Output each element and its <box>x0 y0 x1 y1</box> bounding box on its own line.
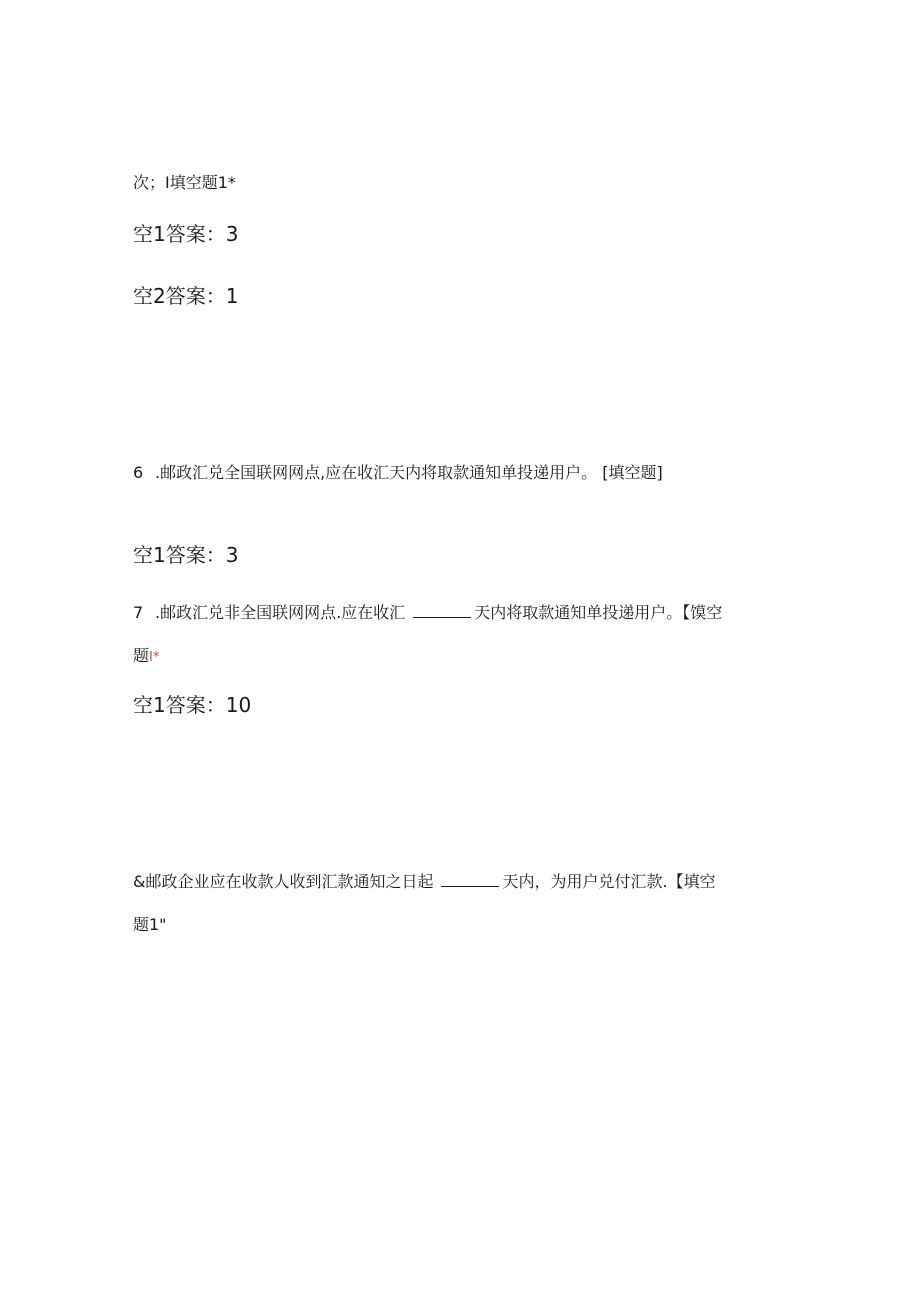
answer-q6-blank-1 <box>133 542 238 568</box>
answer-q5-blank-2 <box>133 283 238 309</box>
answer-blank <box>441 872 499 887</box>
question-8-continuation <box>133 915 167 935</box>
question-6 <box>133 463 663 483</box>
question-text-before-blank: .邮政汇兑非全国联网网点.应在收汇 <box>155 603 406 622</box>
answer-text: 空1答案：3 <box>133 543 239 567</box>
question-number: 6 <box>133 463 144 482</box>
question-7 <box>133 603 722 623</box>
question-text-after-blank: 天内，为用户兑付汇款.【填空 <box>502 872 716 891</box>
question-mark: I* <box>149 650 160 665</box>
answer-q5-blank-1 <box>133 221 238 247</box>
question-5-tail-text: 次；I填空题1* <box>133 173 236 192</box>
question-5-tail <box>133 173 236 193</box>
question-7-continuation <box>133 646 159 668</box>
question-number: 7 <box>133 603 144 622</box>
question-text: .邮政汇兑全国联网网点,应在收汇天内将取款通知单投递用户。 [填空题] <box>155 463 663 482</box>
question-8 <box>133 872 716 892</box>
answer-text: 空1答案：10 <box>133 693 252 717</box>
answer-q7-blank-1 <box>133 692 251 718</box>
question-text-after-blank: 天内将取款通知单投递用户。【馍空 <box>474 603 723 622</box>
answer-blank <box>413 603 471 618</box>
answer-text: 空1答案：3 <box>133 222 239 246</box>
question-continuation-text: 题1" <box>133 915 167 934</box>
question-continuation-text: 题 <box>133 646 150 665</box>
answer-text: 空2答案：1 <box>133 284 239 308</box>
question-text-before-blank: &邮政企业应在收款人收到汇款通知之日起 <box>133 872 434 891</box>
